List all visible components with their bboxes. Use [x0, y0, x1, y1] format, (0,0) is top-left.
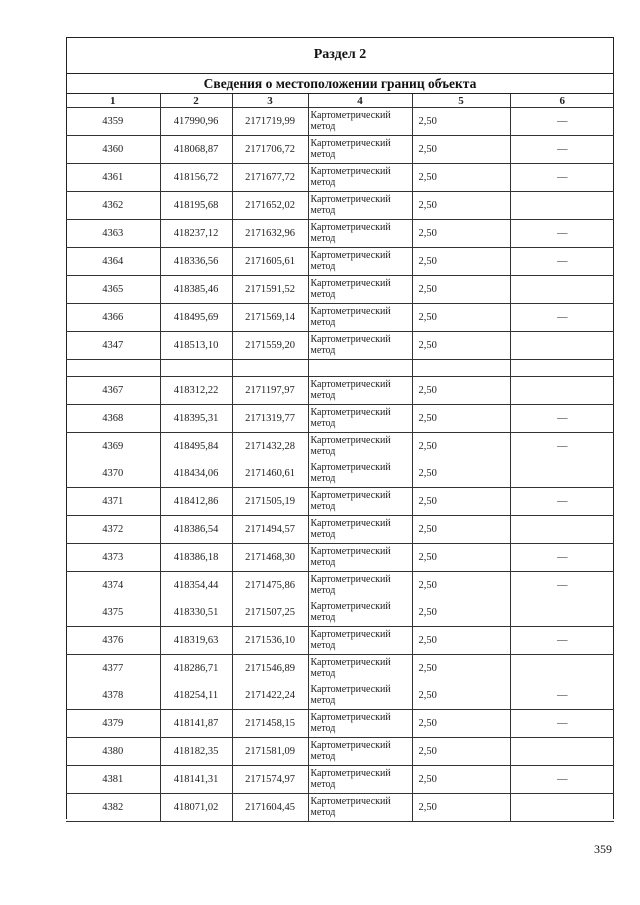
cell-note: — — [510, 766, 614, 794]
cell-point: 4364 — [66, 248, 160, 276]
cell-accuracy: 2,50 — [412, 738, 510, 766]
cell-x: 418319,63 — [160, 627, 232, 655]
table-row — [66, 516, 614, 544]
cell-x: 418386,54 — [160, 516, 232, 544]
cell-note — [510, 655, 614, 683]
cell-accuracy: 2,50 — [412, 405, 510, 433]
table-row — [66, 682, 614, 710]
cell-accuracy: 2,50 — [412, 220, 510, 248]
cell-accuracy: 2,50 — [412, 682, 510, 710]
cell-accuracy: 2,50 — [412, 710, 510, 738]
cell-y: 2171652,02 — [232, 192, 308, 220]
cell-x: 418254,11 — [160, 682, 232, 710]
cell-y: 2171197,97 — [232, 377, 308, 405]
cell-x: 418354,44 — [160, 572, 232, 600]
table-row — [66, 248, 614, 276]
cell-method: Картометрический метод — [308, 377, 412, 405]
cell-y: 2171319,77 — [232, 405, 308, 433]
column-header: 3 — [232, 94, 308, 108]
cell-x: 418434,06 — [160, 460, 232, 488]
cell-method: Картометрический метод — [308, 599, 412, 627]
cell-x: 418385,46 — [160, 276, 232, 304]
cell-y: 2171574,97 — [232, 766, 308, 794]
cell-y: 2171591,52 — [232, 276, 308, 304]
cell-accuracy: 2,50 — [412, 136, 510, 164]
cell-accuracy: 2,50 — [412, 488, 510, 516]
cell-x: 418141,87 — [160, 710, 232, 738]
table-row — [66, 304, 614, 332]
cell-note: — — [510, 304, 614, 332]
table-row — [66, 488, 614, 516]
cell-x: 418412,86 — [160, 488, 232, 516]
cell-method: Картометрический метод — [308, 108, 412, 136]
table-row — [66, 136, 614, 164]
cell-note — [510, 516, 614, 544]
cell-accuracy: 2,50 — [412, 460, 510, 488]
cell-x: 418386,18 — [160, 544, 232, 572]
column-header: 1 — [66, 94, 160, 108]
cell-x: 418286,71 — [160, 655, 232, 683]
cell-method: Картометрический метод — [308, 248, 412, 276]
cell-note — [510, 794, 614, 822]
cell-method: Картометрический метод — [308, 544, 412, 572]
cell-y: 2171605,61 — [232, 248, 308, 276]
cell-x: 418336,56 — [160, 248, 232, 276]
table-row — [66, 192, 614, 220]
cell-accuracy: 2,50 — [412, 377, 510, 405]
table-row — [66, 276, 614, 304]
cell-point: 4362 — [66, 192, 160, 220]
cell-y: 2171677,72 — [232, 164, 308, 192]
cell-accuracy: 2,50 — [412, 766, 510, 794]
column-header: 5 — [412, 94, 510, 108]
cell-x: 418068,87 — [160, 136, 232, 164]
table-row — [66, 794, 614, 822]
cell-y: 2171458,15 — [232, 710, 308, 738]
cell-method: Картометрический метод — [308, 627, 412, 655]
cell-x: 418071,02 — [160, 794, 232, 822]
cell-note: — — [510, 108, 614, 136]
cell-method: Картометрический метод — [308, 276, 412, 304]
cell-point: 4363 — [66, 220, 160, 248]
cell-point: 4374 — [66, 572, 160, 600]
page-number: 359 — [594, 842, 612, 856]
cell-accuracy: 2,50 — [412, 164, 510, 192]
table-row — [66, 433, 614, 461]
cell-note: — — [510, 220, 614, 248]
column-header: 4 — [308, 94, 412, 108]
cell-note: — — [510, 405, 614, 433]
cell-y: 2171546,89 — [232, 655, 308, 683]
cell-accuracy: 2,50 — [412, 276, 510, 304]
cell-method: Картометрический метод — [308, 405, 412, 433]
cell-method: Картометрический метод — [308, 488, 412, 516]
cell-accuracy: 2,50 — [412, 192, 510, 220]
cell-y: 2171536,10 — [232, 627, 308, 655]
cell-note — [510, 738, 614, 766]
cell-note: — — [510, 710, 614, 738]
table-row — [66, 460, 614, 488]
cell-method: Картометрический метод — [308, 164, 412, 192]
cell-x: 418312,22 — [160, 377, 232, 405]
cell-point: 4369 — [66, 433, 160, 461]
cell-method: Картометрический метод — [308, 192, 412, 220]
cell-point: 4367 — [66, 377, 160, 405]
table-row — [66, 220, 614, 248]
cell-x: 418495,69 — [160, 304, 232, 332]
cell-note — [510, 276, 614, 304]
table-row — [66, 405, 614, 433]
group-separator-row — [66, 360, 614, 377]
table-row — [66, 599, 614, 627]
cell-accuracy: 2,50 — [412, 516, 510, 544]
cell-y: 2171460,61 — [232, 460, 308, 488]
cell-method: Картометрический метод — [308, 572, 412, 600]
cell-y: 2171494,57 — [232, 516, 308, 544]
cell-accuracy: 2,50 — [412, 108, 510, 136]
cell-method: Картометрический метод — [308, 794, 412, 822]
cell-point: 4381 — [66, 766, 160, 794]
table-row — [66, 710, 614, 738]
cell-point: 4373 — [66, 544, 160, 572]
table-header-row — [66, 94, 614, 108]
table-row — [66, 164, 614, 192]
cell-point: 4365 — [66, 276, 160, 304]
cell-y: 2171468,30 — [232, 544, 308, 572]
cell-method: Картометрический метод — [308, 332, 412, 360]
table-row — [66, 766, 614, 794]
cell-accuracy: 2,50 — [412, 599, 510, 627]
cell-y: 2171505,19 — [232, 488, 308, 516]
cell-accuracy: 2,50 — [412, 572, 510, 600]
cell-note: — — [510, 544, 614, 572]
cell-note — [510, 599, 614, 627]
cell-accuracy: 2,50 — [412, 627, 510, 655]
cell-method: Картометрический метод — [308, 710, 412, 738]
cell-point: 4368 — [66, 405, 160, 433]
cell-x: 418182,35 — [160, 738, 232, 766]
cell-point: 4370 — [66, 460, 160, 488]
cell-point: 4361 — [66, 164, 160, 192]
cell-y: 2171581,09 — [232, 738, 308, 766]
cell-point: 4359 — [66, 108, 160, 136]
cell-accuracy: 2,50 — [412, 332, 510, 360]
cell-note — [510, 192, 614, 220]
cell-point: 4366 — [66, 304, 160, 332]
cell-method: Картометрический метод — [308, 304, 412, 332]
cell-x: 417990,96 — [160, 108, 232, 136]
cell-point: 4376 — [66, 627, 160, 655]
cell-note: — — [510, 248, 614, 276]
cell-point: 4380 — [66, 738, 160, 766]
cell-note — [510, 332, 614, 360]
cell-note — [510, 377, 614, 405]
table-row — [66, 377, 614, 405]
column-header: 6 — [510, 94, 614, 108]
cell-accuracy: 2,50 — [412, 655, 510, 683]
cell-note: — — [510, 682, 614, 710]
table-row — [66, 108, 614, 136]
cell-method: Картометрический метод — [308, 516, 412, 544]
cell-point: 4375 — [66, 599, 160, 627]
cell-y: 2171475,86 — [232, 572, 308, 600]
cell-y: 2171559,20 — [232, 332, 308, 360]
cell-method: Картометрический метод — [308, 766, 412, 794]
table-row — [66, 572, 614, 600]
boundary-table — [66, 94, 614, 822]
cell-method: Картометрический метод — [308, 136, 412, 164]
cell-note: — — [557, 441, 568, 452]
section-title: Раздел 2 — [66, 37, 614, 74]
cell-x: 418141,31 — [160, 766, 232, 794]
cell-method: Картометрический метод — [308, 433, 412, 461]
cell-y: 2171632,96 — [232, 220, 308, 248]
cell-point: 4377 — [66, 655, 160, 683]
cell-accuracy: 2,50 — [412, 794, 510, 822]
cell-note: — — [510, 627, 614, 655]
table-title: Сведения о местоположении границ объекта — [66, 74, 614, 94]
cell-point: 4372 — [66, 516, 160, 544]
cell-point: 4382 — [66, 794, 160, 822]
cell-x: 418395,31 — [160, 405, 232, 433]
cell-x: 418330,51 — [160, 599, 232, 627]
cell-y: 2171422,24 — [232, 682, 308, 710]
cell-y: 2171432,28 — [232, 433, 308, 461]
cell-method: Картометрический метод — [308, 460, 412, 488]
cell-y: 2171604,45 — [232, 794, 308, 822]
cell-accuracy: 2,50 — [412, 433, 510, 461]
cell-method: Картометрический метод — [308, 682, 412, 710]
cell-y: 2171719,99 — [232, 108, 308, 136]
cell-x: 418495,84 — [160, 433, 232, 461]
cell-accuracy: 2,50 — [412, 248, 510, 276]
table-row — [66, 655, 614, 683]
cell-point: 4371 — [66, 488, 160, 516]
cell-note: — — [510, 164, 614, 192]
cell-y: 2171507,25 — [232, 599, 308, 627]
table-row — [66, 738, 614, 766]
cell-method: Картометрический метод — [308, 655, 412, 683]
cell-accuracy: 2,50 — [412, 304, 510, 332]
cell-x: 418195,68 — [160, 192, 232, 220]
cell-point: 4379 — [66, 710, 160, 738]
cell-x: 418237,12 — [160, 220, 232, 248]
cell-point: 4378 — [66, 682, 160, 710]
cell-x: 418513,10 — [160, 332, 232, 360]
cell-method: Картометрический метод — [308, 220, 412, 248]
cell-note — [510, 460, 614, 488]
cell-y: 2171569,14 — [232, 304, 308, 332]
cell-point: 4360 — [66, 136, 160, 164]
table-row — [66, 544, 614, 572]
cell-x: 418156,72 — [160, 164, 232, 192]
column-header: 2 — [160, 94, 232, 108]
cell-accuracy: 2,50 — [412, 544, 510, 572]
cell-note: — — [510, 488, 614, 516]
cell-y: 2171706,72 — [232, 136, 308, 164]
table-row — [66, 332, 614, 360]
cell-note: — — [557, 580, 568, 591]
table-row — [66, 627, 614, 655]
cell-note: — — [510, 136, 614, 164]
cell-point: 4347 — [66, 332, 160, 360]
cell-method: Картометрический метод — [308, 738, 412, 766]
